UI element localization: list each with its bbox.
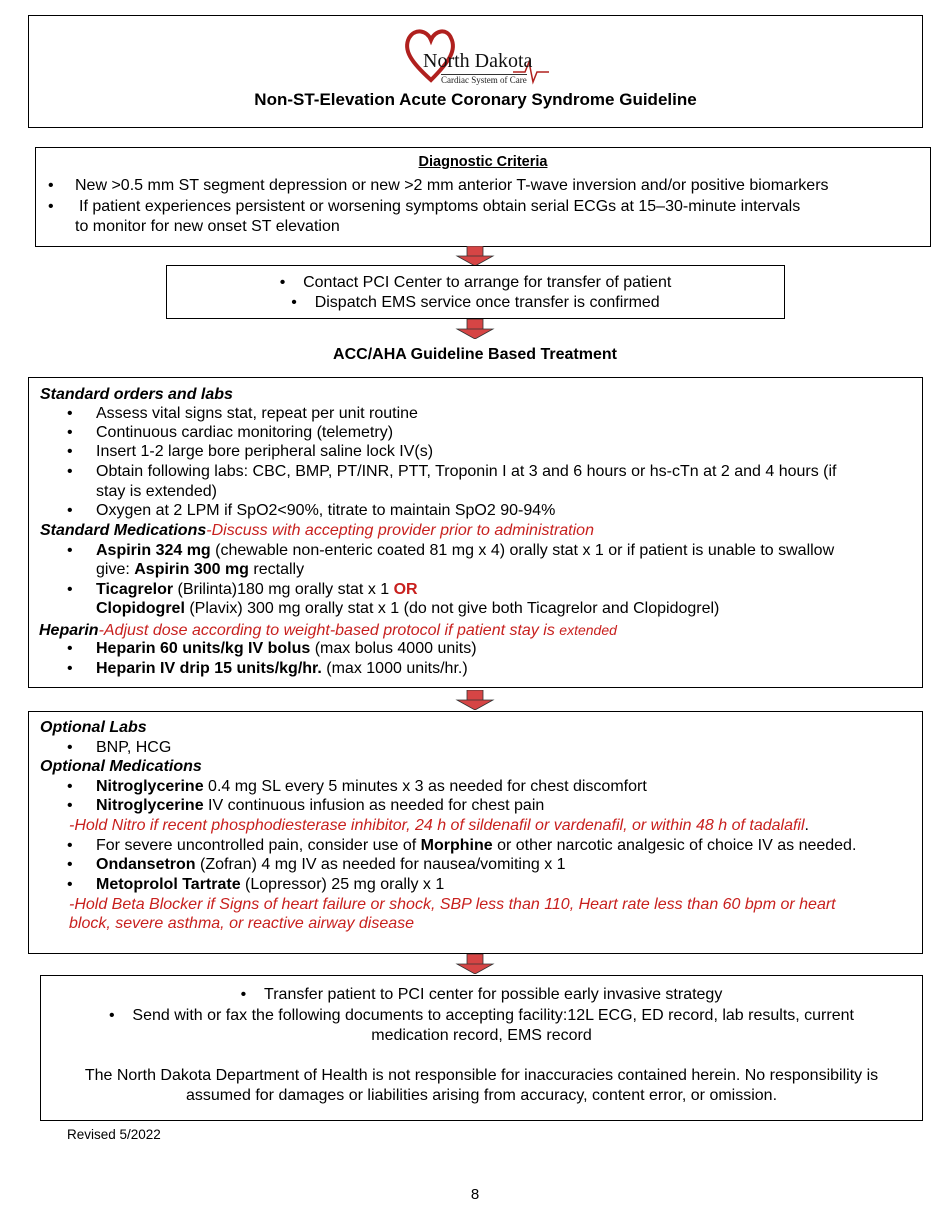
heparin-bolus-item: Heparin 60 units/kg IV bolus (max bolus 4000 units)	[96, 640, 477, 657]
order-item: Continuous cardiac monitoring (telemetry)	[96, 424, 394, 441]
diagnostic-item-cont: to monitor for new onset ST elevation	[75, 218, 340, 235]
bullet-icon: •	[67, 739, 73, 756]
optional-labs-heading: Optional Labs	[40, 719, 147, 736]
down-arrow-icon	[455, 954, 495, 974]
aspirin-item: Aspirin 324 mg (chewable non-enteric coated 81 mg x 4) orally stat x 1 or if patient is unable to swallow	[96, 542, 835, 559]
down-arrow-icon	[455, 690, 495, 710]
bullet-icon: •	[48, 177, 54, 194]
bullet-icon: •	[67, 856, 73, 873]
optional-box	[28, 711, 923, 954]
heparin-drip-item: Heparin IV drip 15 units/kg/hr. (max 1000 units/hr.)	[96, 660, 468, 677]
beta-blocker-warning-cont: block, severe asthma, or reactive airway disease	[69, 915, 415, 932]
beta-blocker-warning: -Hold Beta Blocker if Signs of heart failure or shock, SBP less than 110, Heart rate less than 60 bpm or heart	[69, 896, 836, 913]
order-item: Obtain following labs: CBC, BMP, PT/INR, PTT, Troponin I at 3 and 6 hours or hs-cTn at 2 and 4 hours (if	[96, 463, 837, 480]
logo	[401, 22, 551, 92]
page-title: Non-ST-Elevation Acute Coronary Syndrome Guideline	[254, 90, 697, 109]
order-item-cont: stay is extended)	[96, 483, 217, 500]
header-box	[28, 15, 923, 128]
diagnostic-item: New >0.5 mm ST segment depression or new >2 mm anterior T-wave inversion and/or positive biomarkers	[75, 177, 829, 194]
heparin-heading: Heparin-Adjust dose according to weight-based protocol if patient stay is extended	[39, 622, 617, 639]
optional-labs-item: BNP, HCG	[96, 739, 172, 756]
ticagrelor-item: Ticagrelor (Brilinta)180 mg orally stat x 1 OR	[96, 581, 418, 598]
standard-orders-box	[28, 377, 923, 688]
final-box	[40, 975, 923, 1121]
order-item: Assess vital signs stat, repeat per unit routine	[96, 405, 418, 422]
diagnostic-item: If patient experiences persistent or worsening symptoms obtain serial ECGs at 15–30-minute intervals	[79, 198, 801, 215]
final-item: • Send with or fax the following documents to accepting facility:12L ECG, ED record, lab results, current	[109, 1007, 854, 1024]
nitro-iv-item: Nitroglycerine IV continuous infusion as needed for chest pain	[96, 797, 545, 814]
aspirin-item-cont: give: Aspirin 300 mg rectally	[96, 561, 305, 578]
bullet-icon: •	[240, 986, 265, 1003]
bullet-icon: •	[67, 405, 73, 422]
revised-date: Revised 5/2022	[67, 1127, 161, 1142]
standard-orders-heading: Standard orders and labs	[40, 386, 233, 403]
bullet-icon: •	[67, 778, 73, 795]
clopidogrel-item: Clopidogrel (Plavix) 300 mg orally stat x 1 (do not give both Ticagrelor and Clopidogrel)	[96, 600, 720, 617]
page-number: 8	[470, 1186, 480, 1203]
bullet-icon: •	[48, 198, 54, 215]
bullet-icon: •	[67, 660, 73, 677]
nitro-warning: -Hold Nitro if recent phosphodiesterase inhibitor, 24 h of sildenafil or vardenafil, or within 48 h of tadalafil.	[69, 817, 809, 834]
down-arrow-icon	[455, 246, 495, 266]
optional-meds-heading: Optional Medications	[40, 758, 202, 775]
transfer-box	[166, 265, 785, 319]
transfer-item: • Contact PCI Center to arrange for transfer of patient	[279, 274, 672, 291]
final-item: • Transfer patient to PCI center for possible early invasive strategy	[240, 986, 723, 1003]
final-item-cont: medication record, EMS record	[371, 1027, 592, 1044]
logo-text: North Dakota	[423, 50, 533, 72]
morphine-item: For severe uncontrolled pain, consider use of Morphine or other narcotic analgesic of choice IV as needed.	[96, 837, 857, 854]
bullet-icon: •	[67, 443, 73, 460]
bullet-icon: •	[109, 1007, 133, 1024]
diagnostic-box	[35, 147, 931, 247]
order-item: Oxygen at 2 LPM if SpO2<90%, titrate to maintain SpO2 90-94%	[96, 502, 556, 519]
bullet-icon: •	[67, 463, 73, 480]
nitro-sl-item: Nitroglycerine 0.4 mg SL every 5 minutes x 3 as needed for chest discomfort	[96, 778, 647, 795]
bullet-icon: •	[67, 542, 73, 559]
bullet-icon: •	[67, 837, 73, 854]
disclaimer-cont: assumed for damages or liabilities arising from accuracy, content error, or omission.	[185, 1087, 778, 1104]
bullet-icon: •	[67, 424, 73, 441]
transfer-item: • Dispatch EMS service once transfer is confirmed	[291, 294, 660, 311]
order-item: Insert 1-2 large bore peripheral saline lock IV(s)	[96, 443, 434, 460]
bullet-icon: •	[291, 294, 315, 311]
down-arrow-icon	[455, 319, 495, 339]
bullet-icon: •	[67, 797, 73, 814]
bullet-icon: •	[67, 640, 73, 657]
bullet-icon: •	[67, 502, 73, 519]
diagnostic-heading: Diagnostic Criteria	[418, 154, 548, 170]
standard-meds-heading: Standard Medications-Discuss with accepting provider prior to administration	[40, 522, 594, 539]
bullet-icon: •	[67, 581, 73, 598]
bullet-icon: •	[279, 274, 304, 291]
treatment-heading: ACC/AHA Guideline Based Treatment	[333, 346, 617, 363]
logo-subtext: Cardiac System of Care	[441, 75, 527, 85]
metoprolol-item: Metoprolol Tartrate (Lopressor) 25 mg orally x 1	[96, 876, 445, 893]
disclaimer: The North Dakota Department of Health is not responsible for inaccuracies contained herein. No responsibility is	[84, 1067, 879, 1084]
bullet-icon: •	[67, 876, 73, 893]
ondansetron-item: Ondansetron (Zofran) 4 mg IV as needed for nausea/vomiting x 1	[96, 856, 566, 873]
